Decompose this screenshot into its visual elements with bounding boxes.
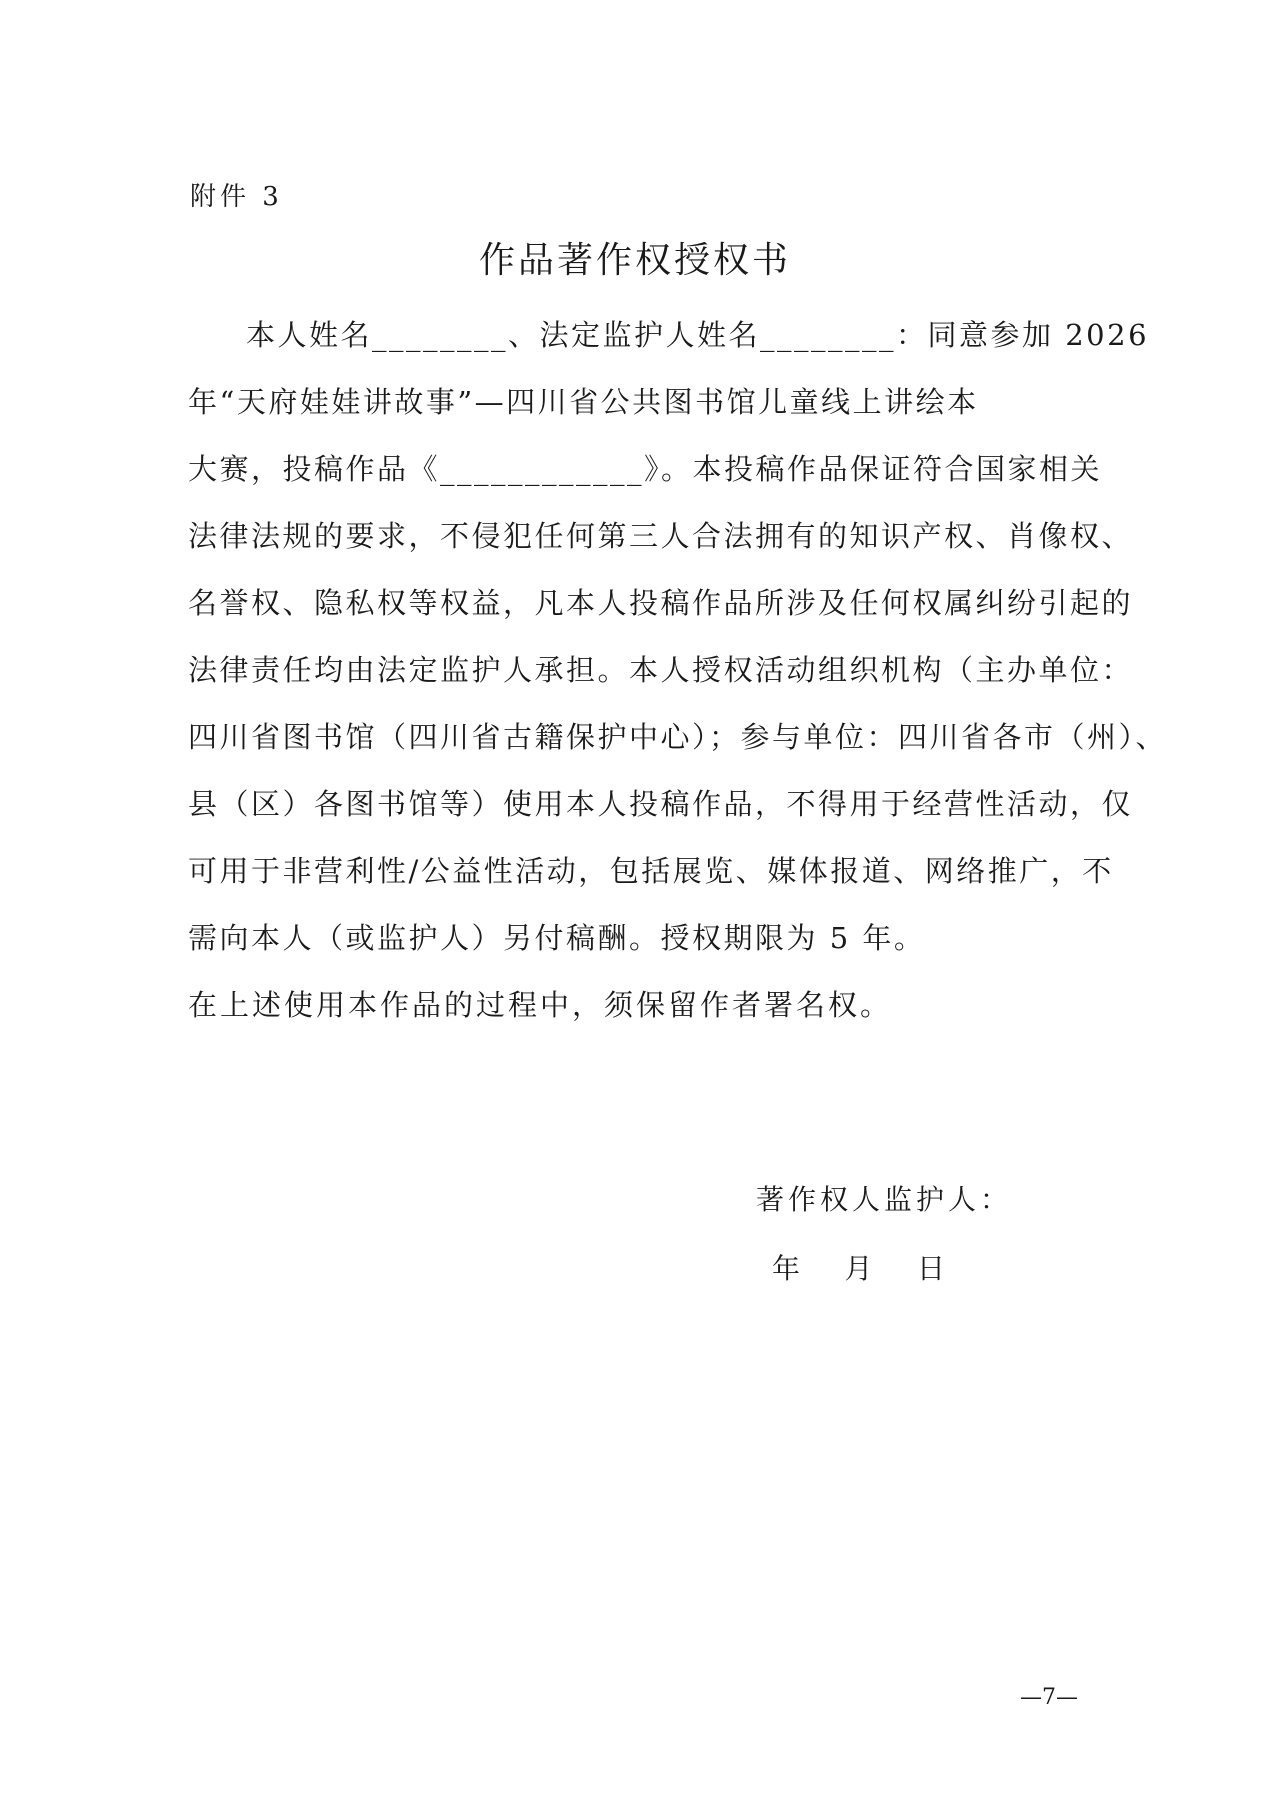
body-line-2: 年“天府娃娃讲故事”—四川省公共图书馆儿童线上讲绘本 [188,385,979,419]
document-body [188,302,1168,1039]
attachment-label: 附件 3 [190,182,283,212]
body-line-3: 大赛，投稿作品《____________》。本投稿作品保证符合国家相关 [188,452,1103,486]
date-line: 年 月 日 [772,1252,946,1285]
body-line-7: 四川省图书馆（四川省古籍保护中心）；参与单位：四川省各市（州）、 [188,720,1168,754]
body-line-9: 可用于非营利性/公益性活动，包括展览、媒体报道、网络推广，不 [188,854,1114,888]
body-line-10: 需向本人（或监护人）另付稿酬。授权期限为 5 年。 [188,921,926,955]
body-line-6: 法律责任均由法定监护人承担。本人授权活动组织机构（主办单位： [188,653,1134,687]
signature-label: 著作权人监护人： [756,1183,1013,1216]
body-line-1: 本人姓名________、法定监护人姓名________：同意参加 2026 [246,318,1150,352]
body-line-4: 法律法规的要求，不侵犯任何第三人合法拥有的知识产权、肖像权、 [188,519,1134,553]
body-line-11: 在上述使用本作品的过程中，须保留作者署名权。 [188,988,893,1022]
body-line-5: 名誉权、隐私权等权益，凡本人投稿作品所涉及任何权属纠纷引起的 [188,586,1134,620]
page-number: —7— [1020,1685,1078,1710]
document-title: 作品著作权授权书 [478,240,791,281]
body-line-8: 县（区）各图书馆等）使用本人投稿作品，不得用于经营性活动，仅 [188,787,1134,821]
